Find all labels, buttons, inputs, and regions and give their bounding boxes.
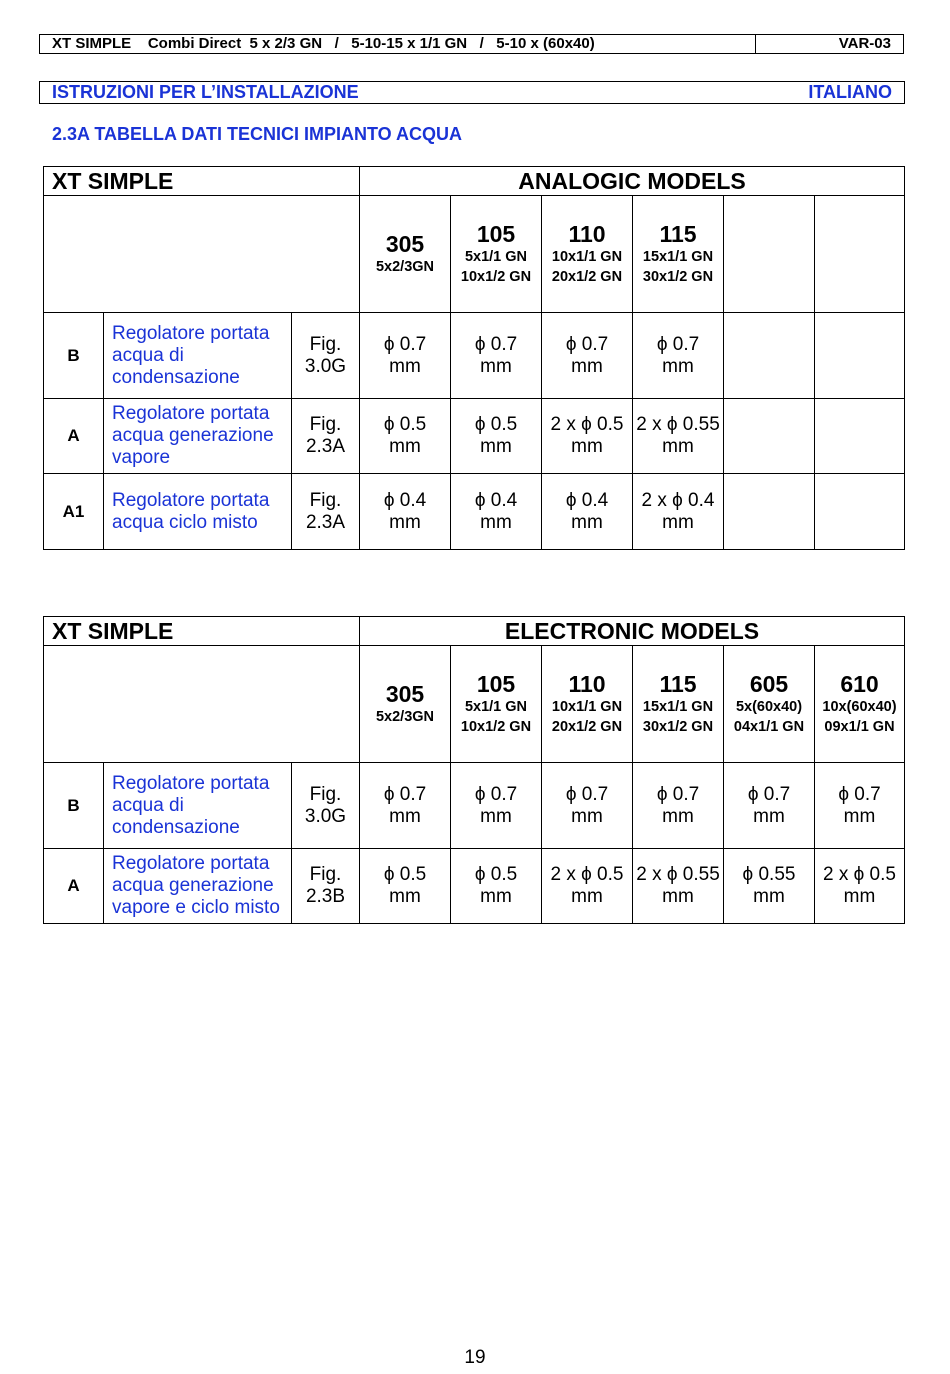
section-language: ITALIANO — [808, 82, 892, 102]
model-capacity-2: 20x1/2 GN — [551, 269, 623, 285]
nozzle-unit: mm — [662, 886, 694, 907]
nozzle-diameter: 2 x ϕ 0.55 — [636, 414, 720, 435]
table-row — [44, 849, 905, 924]
nozzle-value-cell — [542, 313, 633, 399]
figure-reference: Fig. 3.0G — [292, 763, 360, 849]
nozzle-unit: mm — [389, 355, 421, 377]
section-title: ISTRUZIONI PER L’INSTALLAZIONE — [52, 82, 359, 102]
model-capacity-1: 5x2/3GN — [375, 709, 435, 725]
model-header-cell — [724, 196, 815, 313]
model-capacity-1: 5x2/3GN — [375, 259, 435, 275]
nozzle-value-cell — [360, 313, 451, 399]
nozzle-value-cell — [724, 849, 815, 924]
nozzle-value-cell — [815, 763, 905, 849]
nozzle-diameter: ϕ 0.5 — [474, 414, 518, 435]
model-capacity-2: 20x1/2 GN — [551, 719, 623, 735]
nozzle-diameter: ϕ 0.4 — [474, 489, 518, 511]
nozzle-unit: mm — [753, 805, 785, 827]
model-capacity-1: 5x1/1 GN — [464, 249, 528, 265]
nozzle-value-cell — [815, 399, 905, 474]
nozzle-diameter: ϕ 0.7 — [838, 783, 881, 805]
nozzle-unit: mm — [480, 511, 512, 533]
component-code: B — [44, 313, 104, 399]
model-capacity-1: 10x(60x40) — [822, 699, 897, 715]
model-header-cell — [451, 196, 542, 313]
model-capacity-1: 10x1/1 GN — [551, 249, 623, 265]
model-header-cell — [815, 196, 905, 313]
nozzle-diameter: ϕ 0.7 — [474, 783, 518, 805]
figure-reference: Fig. 2.3B — [292, 849, 360, 924]
table-row — [44, 763, 905, 849]
model-number: 105 — [476, 671, 516, 697]
model-capacity-2: 30x1/2 GN — [642, 719, 714, 735]
component-description: Regolatore portata acqua di condensazione — [104, 763, 292, 849]
table-row — [44, 313, 905, 399]
component-code: B — [44, 763, 104, 849]
model-header-cell — [542, 646, 633, 763]
model-header-cell — [724, 646, 815, 763]
nozzle-diameter: 2 x ϕ 0.4 — [641, 489, 715, 511]
model-header-cell — [815, 646, 905, 763]
model-number: 115 — [659, 221, 697, 247]
page-number: 19 — [464, 1347, 486, 1368]
nozzle-value-cell — [633, 313, 724, 399]
model-capacity-2: 10x1/2 GN — [460, 269, 532, 285]
component-code: A — [44, 399, 104, 474]
nozzle-unit: mm — [843, 805, 876, 827]
nozzle-unit: mm — [571, 436, 603, 457]
nozzle-value-cell — [633, 763, 724, 849]
nozzle-unit: mm — [571, 805, 603, 827]
nozzle-unit: mm — [571, 511, 603, 533]
nozzle-value-cell — [451, 474, 542, 550]
model-number: 110 — [568, 221, 606, 247]
nozzle-unit: mm — [662, 355, 694, 377]
nozzle-unit: mm — [480, 886, 512, 907]
models-label-cell — [44, 646, 360, 763]
nozzle-value-cell — [451, 763, 542, 849]
model-header-cell — [360, 646, 451, 763]
models-row — [44, 646, 905, 763]
nozzle-unit: mm — [389, 805, 421, 827]
nozzle-diameter: ϕ 0.7 — [747, 783, 791, 805]
model-number: 115 — [659, 671, 697, 697]
model-number: 610 — [840, 671, 879, 697]
nozzle-unit: mm — [662, 511, 694, 533]
nozzle-value-cell — [724, 313, 815, 399]
nozzle-diameter: ϕ 0.7 — [383, 333, 427, 355]
table-title-row — [44, 617, 905, 646]
nozzle-unit: mm — [480, 805, 512, 827]
model-capacity-1: 15x1/1 GN — [642, 249, 714, 265]
nozzle-diameter: ϕ 0.7 — [565, 783, 609, 805]
model-header-cell — [633, 646, 724, 763]
nozzle-value-cell — [724, 399, 815, 474]
nozzle-diameter: ϕ 0.4 — [565, 489, 609, 511]
nozzle-value-cell — [815, 474, 905, 550]
nozzle-diameter: ϕ 0.7 — [474, 333, 518, 355]
table-brand: XT SIMPLE — [44, 617, 360, 646]
nozzle-value-cell — [633, 474, 724, 550]
model-capacity-2: 10x1/2 GN — [460, 719, 532, 735]
nozzle-diameter: ϕ 0.5 — [474, 864, 518, 885]
nozzle-value-cell — [815, 313, 905, 399]
table-title: ANALOGIC MODELS — [360, 167, 905, 196]
model-number: 305 — [385, 681, 425, 707]
nozzle-value-cell — [360, 399, 451, 474]
nozzle-unit: mm — [389, 436, 421, 457]
table-row — [44, 399, 905, 474]
nozzle-diameter: 2 x ϕ 0.5 — [823, 864, 896, 885]
document-header — [39, 34, 904, 54]
nozzle-unit: mm — [480, 436, 512, 457]
nozzle-diameter: ϕ 0.5 — [383, 864, 427, 885]
nozzle-diameter: 2 x ϕ 0.5 — [550, 864, 624, 885]
nozzle-unit: mm — [389, 511, 421, 533]
table-row — [44, 474, 905, 550]
model-header-cell — [633, 196, 724, 313]
table-brand: XT SIMPLE — [44, 167, 360, 196]
nozzle-unit: mm — [389, 886, 421, 907]
nozzle-unit: mm — [571, 355, 603, 377]
nozzle-value-cell — [360, 763, 451, 849]
figure-reference: Fig. 2.3A — [292, 474, 360, 550]
nozzle-value-cell — [542, 474, 633, 550]
model-capacity-2: 04x1/1 GN — [733, 719, 805, 735]
subsection-title: 2.3A TABELLA DATI TECNICI IMPIANTO ACQUA — [52, 124, 463, 144]
model-number: 110 — [568, 671, 606, 697]
model-capacity-1: 5x(60x40) — [735, 699, 803, 715]
nozzle-value-cell — [724, 474, 815, 550]
nozzle-diameter: 2 x ϕ 0.5 — [550, 414, 624, 435]
nozzle-diameter: ϕ 0.7 — [656, 333, 700, 355]
models-row — [44, 196, 905, 313]
models-label-cell — [44, 196, 360, 313]
model-capacity-2: 30x1/2 GN — [642, 269, 714, 285]
nozzle-diameter: 2 x ϕ 0.55 — [636, 864, 720, 885]
nozzle-unit: mm — [662, 436, 694, 457]
nozzle-unit: mm — [753, 886, 785, 907]
nozzle-value-cell — [451, 399, 542, 474]
electronic-models-table — [43, 616, 905, 924]
model-header-cell — [451, 646, 542, 763]
table-title: ELECTRONIC MODELS — [360, 617, 905, 646]
figure-reference: Fig. 3.0G — [292, 313, 360, 399]
document-title: XT SIMPLE Combi Direct 5 x 2/3 GN / 5-10-15 x 1/1 GN / 5-10 x (60x40) — [40, 35, 756, 53]
nozzle-value-cell — [451, 849, 542, 924]
model-number: 305 — [385, 231, 425, 257]
nozzle-value-cell — [451, 313, 542, 399]
nozzle-value-cell — [633, 399, 724, 474]
model-header-cell — [542, 196, 633, 313]
nozzle-unit: mm — [843, 886, 876, 907]
model-capacity-1: 15x1/1 GN — [642, 699, 714, 715]
nozzle-unit: mm — [571, 886, 603, 907]
nozzle-diameter: ϕ 0.55 — [742, 864, 796, 885]
document-code: VAR-03 — [838, 35, 891, 52]
section-header — [39, 81, 905, 104]
figure-reference: Fig. 2.3A — [292, 399, 360, 474]
model-number: 605 — [749, 671, 789, 697]
nozzle-diameter: ϕ 0.7 — [656, 783, 700, 805]
nozzle-unit: mm — [662, 805, 694, 827]
nozzle-value-cell — [542, 763, 633, 849]
nozzle-diameter: ϕ 0.7 — [383, 783, 427, 805]
nozzle-value-cell — [633, 849, 724, 924]
model-header-cell — [360, 196, 451, 313]
nozzle-diameter: ϕ 0.4 — [383, 489, 427, 511]
nozzle-value-cell — [724, 763, 815, 849]
component-code: A — [44, 849, 104, 924]
component-description: Regolatore portata acqua ciclo misto — [104, 474, 292, 550]
nozzle-unit: mm — [480, 355, 512, 377]
nozzle-value-cell — [542, 399, 633, 474]
model-capacity-1: 5x1/1 GN — [464, 699, 528, 715]
nozzle-value-cell — [542, 849, 633, 924]
component-description: Regolatore portata acqua generazione vapore — [104, 399, 292, 474]
analogic-models-table — [43, 166, 905, 550]
model-number: 105 — [476, 221, 516, 247]
model-capacity-1: 10x1/1 GN — [551, 699, 623, 715]
nozzle-value-cell — [360, 474, 451, 550]
model-capacity-2: 09x1/1 GN — [824, 719, 895, 735]
component-description: Regolatore portata acqua generazione vapore e ciclo misto — [104, 849, 292, 924]
component-description: Regolatore portata acqua di condensazione — [104, 313, 292, 399]
nozzle-diameter: ϕ 0.7 — [565, 333, 609, 355]
nozzle-value-cell — [815, 849, 905, 924]
table-title-row — [44, 167, 905, 196]
component-code: A1 — [44, 474, 104, 550]
nozzle-diameter: ϕ 0.5 — [383, 414, 427, 435]
nozzle-value-cell — [360, 849, 451, 924]
